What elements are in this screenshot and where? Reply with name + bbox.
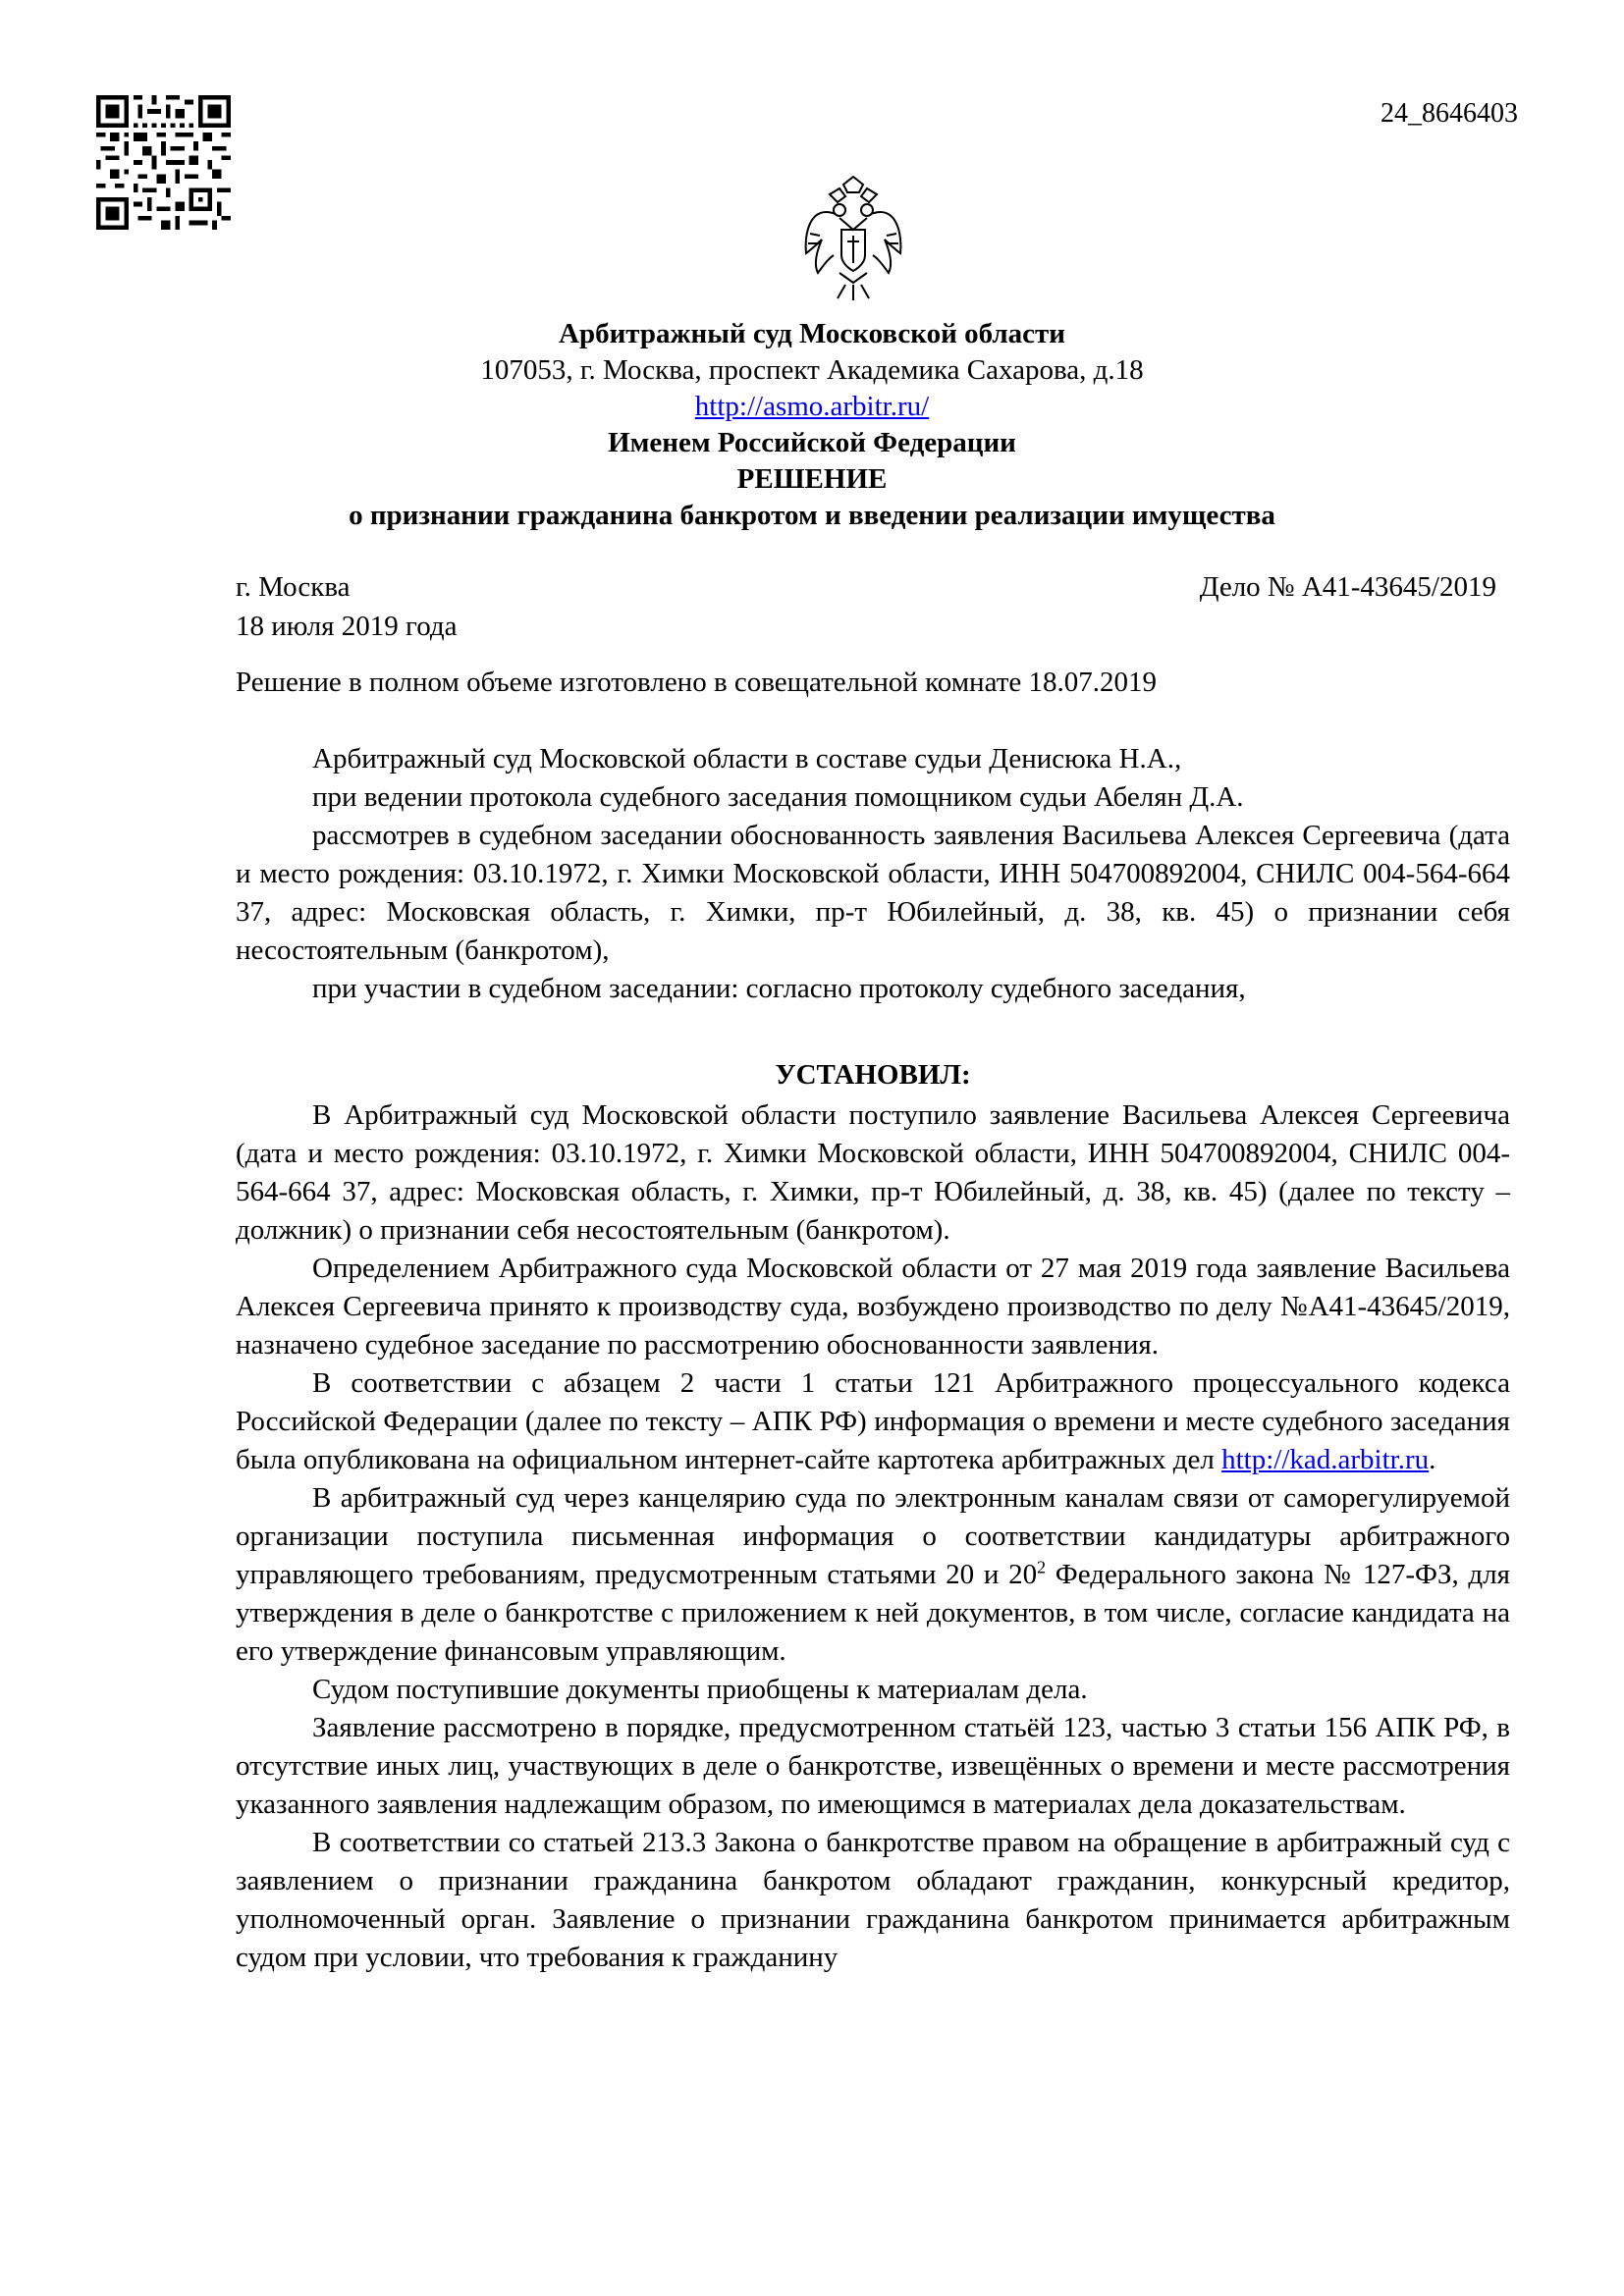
paragraph — [236, 1364, 1510, 1479]
full-text-note: Решение в полном объеме изготовлено в совещательной комнате 18.07.2019 — [236, 667, 1157, 698]
case-number: Дело № А41-43645/2019 — [1199, 571, 1496, 603]
paragraph-text: В арбитражный суд через канцелярию суда по электронным каналам связи от саморегулируемой организации поступила письменная информация о соответствии кандидатуры арбитражного управляющего требованиям, предусмотренным статьями 20 и 20 — [236, 1482, 1510, 1590]
established-heading: УСТАНОВИЛ: — [775, 1059, 971, 1091]
decision-title: РЕШЕНИЕ — [736, 463, 888, 495]
paragraph: Арбитражный суд Московской области в составе судьи Денисюка Н.А., — [312, 743, 1182, 774]
paragraph: Определением Арбитражного суда Московской области от 27 мая 2019 года заявление Васильева Алексея Сергеевича принято к производству суда, возбуждено производство по делу №А41-43645/2019, назначено судебное заседание по рассмотрению обоснованности заявления. — [236, 1253, 1510, 1361]
court-header — [0, 316, 1624, 534]
decision-body — [236, 664, 1510, 1977]
paragraph — [236, 1479, 1510, 1671]
case-meta — [236, 567, 1496, 646]
paragraph: Судом поступившие документы приобщены к материалам дела. — [312, 1674, 1088, 1705]
paragraph-text: Федерального закона № 127-ФЗ, для утверждения в деле о банкротстве с приложением к ней документов, в том числе, согласие кандидата на его утверждение финансовым управляющим. — [236, 1559, 1510, 1667]
paragraph: В Арбитражный суд Московской области поступило заявление Васильева Алексея Сергеевича (дата и место рождения: 03.10.1972, г. Химки Московской области, ИНН 504700892004, СНИЛС 004-564-664 37, адрес: Московская область, г. Химки, пр-т Юбилейный, д. 38, кв. 45) (далее по тексту – должник) о признании себя несостоятельным (банкротом). — [236, 1099, 1510, 1246]
paragraph: при ведении протокола судебного заседания помощником судьи Абелян Д.А. — [312, 781, 1244, 813]
superscript: 2 — [1037, 1557, 1047, 1577]
coat-of-arms-icon — [800, 175, 906, 302]
document-number: 24_8646403 — [1380, 98, 1518, 129]
paragraph: В соответствии со статьей 213.3 Закона о банкротстве правом на обращение в арбитражный суд с заявлением о признании гражданина банкротом обладают гражданин, конкурсный кредитор, уполномоченный орган. Заявление о признании гражданина банкротом принимается арбитражным судом при условии, что требования к гражданину — [236, 1827, 1510, 1973]
paragraph-end: . — [1429, 1444, 1436, 1475]
court-name: Арбитражный суд Московской области — [559, 318, 1065, 349]
court-website-link[interactable]: http://asmo.arbitr.ru/ — [694, 391, 930, 422]
in-the-name-line: Именем Российской Федерации — [608, 427, 1016, 458]
kad-arbitr-link[interactable]: http://kad.arbitr.ru — [1221, 1444, 1430, 1475]
decision-subject: о признании гражданина банкротом и введении реализации имущества — [349, 500, 1275, 531]
paragraph: Заявление рассмотрено в порядке, предусмотренном статьёй 123, частью 3 статьи 156 АПК РФ, в отсутствие иных лиц, участвующих в деле о банкротстве, извещённых о времени и месте рассмотрения указанного заявления надлежащим образом, по имеющимся в материалах дела доказательствам. — [236, 1712, 1510, 1820]
paragraph: при участии в судебном заседании: согласно протоколу судебного заседания, — [312, 973, 1246, 1004]
paragraph: рассмотрев в судебном заседании обоснованность заявления Васильева Алексея Сергеевича (дата и место рождения: 03.10.1972, г. Химки Московской области, ИНН 504700892004, СНИЛС 004-564-664 37, адрес: Московская область, г. Химки, пр-т Юбилейный, д. 38, кв. 45) о признании себя несостоятельным (банкротом), — [236, 820, 1510, 966]
court-address: 107053, г. Москва, проспект Академика Сахарова, д.18 — [480, 354, 1144, 386]
qr-code-icon — [96, 95, 231, 230]
city: г. Москва — [236, 571, 351, 603]
paragraph-text: В соответствии с абзацем 2 части 1 статьи 121 Арбитражного процессуального кодекса Российской Федерации (далее по тексту – АПК РФ) информация о времени и месте судебного заседания была опубликована на официальном интернет-сайте картотека арбитражных дел — [236, 1367, 1510, 1475]
decision-date: 18 июля 2019 года — [236, 611, 458, 642]
